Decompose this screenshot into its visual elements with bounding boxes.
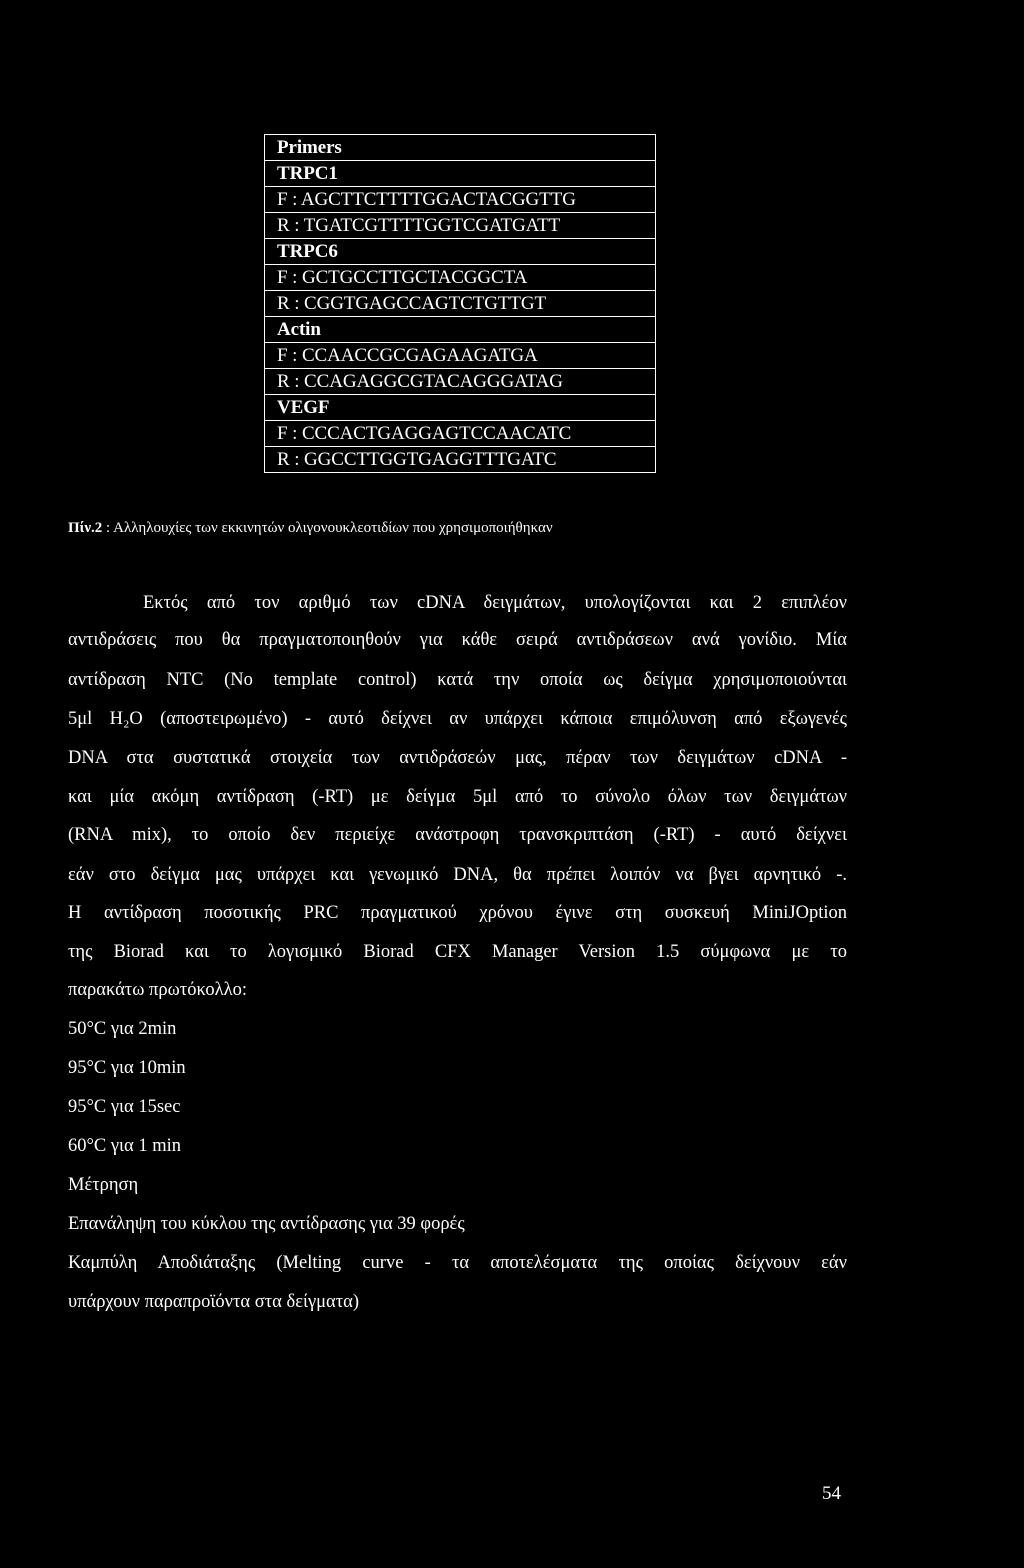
primer-sequence: R : TGATCGTTTTGGTCGATGATT <box>265 213 656 239</box>
body-line: Η αντίδραση ποσοτικής PRC πραγματικού χρόνου έγινε στη συσκευή MiniJOption <box>68 903 847 923</box>
table-caption <box>68 518 553 538</box>
primer-row <box>265 213 656 239</box>
primer-row <box>265 395 656 421</box>
primer-row <box>265 369 656 395</box>
primer-row <box>265 317 656 343</box>
protocol-step: 95°C για 15sec <box>68 1097 181 1117</box>
primer-sequence: R : GGCCTTGGTGAGGTTTGATC <box>265 447 656 473</box>
primer-sequence: R : CGGTGAGCCAGTCTGTTGT <box>265 291 656 317</box>
primer-sequence: F : CCCACTGAGGAGTCCAACATC <box>265 421 656 447</box>
protocol-step: 50°C για 2min <box>68 1019 177 1039</box>
primer-row <box>265 239 656 265</box>
body-line: Εκτός από τον αριθμό των cDNA δειγμάτων, υπολογίζονται και 2 επιπλέον <box>143 593 847 613</box>
primer-sequence: F : AGCTTCTTTTGGACTACGGTTG <box>265 187 656 213</box>
primer-row <box>265 447 656 473</box>
body-line: αντίδραση NTC (No template control) κατά την οποία ως δείγμα χρησιμοποιούνται <box>68 670 847 690</box>
primer-sequence: F : CCAACCGCGAGAAGATGA <box>265 343 656 369</box>
primer-row <box>265 343 656 369</box>
body-line: (RNA mix), το οποίο δεν περιείχε ανάστροφη τρανσκριπτάση (-RT) - αυτό δείχνει <box>68 825 847 845</box>
body-line: 5μl H₂O (αποστειρωμένο) - αυτό δείχνει αν υπάρχει κάποια επιμόλυνση από εξωγενές <box>68 709 847 729</box>
primer-sequence: R : CCAGAGGCGTACAGGGATAG <box>265 369 656 395</box>
primer-group-header: Actin <box>265 317 656 343</box>
protocol-step: 60°C για 1 min <box>68 1136 181 1156</box>
primer-sequence: F : GCTGCCTTGCTACGGCTA <box>265 265 656 291</box>
table-caption-label: Πίν.2 <box>68 520 103 536</box>
primer-row <box>265 291 656 317</box>
body-line: Καμπύλη Αποδιάταξης (Melting curve - τα αποτελέσματα της οποίας δείχνουν εάν <box>68 1253 847 1273</box>
primer-row <box>265 161 656 187</box>
body-line: της Biorad και το λογισμικό Biorad CFX Manager Version 1.5 σύμφωνα με το <box>68 942 847 962</box>
body-line: εάν στο δείγμα μας υπάρχει και γενωμικό DNA, θα πρέπει λοιπόν να βγει αρνητικό -. <box>68 865 847 885</box>
table-caption-text: : Αλληλουχίες των εκκινητών ολιγονουκλεοτιδίων που χρησιμοποιήθηκαν <box>102 520 553 536</box>
primer-group-header: Primers <box>265 135 656 161</box>
primers-table-body <box>265 135 656 473</box>
primer-row <box>265 421 656 447</box>
body-line: αντιδράσεις που θα πραγματοποιηθούν για κάθε σειρά αντιδράσεων ανά γονίδιο. Μία <box>68 630 847 650</box>
body-line: υπάρχουν παραπροϊόντα στα δείγματα) <box>68 1292 360 1312</box>
body-line: παρακάτω πρωτόκολλο: <box>68 980 247 1000</box>
page-number: 54 <box>822 1483 841 1504</box>
primer-row <box>265 135 656 161</box>
body-line: και μία ακόμη αντίδραση (-RT) με δείγμα 5μl από το σύνολο όλων των δειγμάτων <box>68 787 847 807</box>
primer-group-header: TRPC6 <box>265 239 656 265</box>
primer-row <box>265 265 656 291</box>
protocol-step: Μέτρηση <box>68 1175 139 1195</box>
primer-group-header: VEGF <box>265 395 656 421</box>
protocol-step: Επανάληψη του κύκλου της αντίδρασης για 39 φορές <box>68 1214 465 1234</box>
protocol-step: 95°C για 10min <box>68 1058 186 1078</box>
body-line: DNA στα συστατικά στοιχεία των αντιδράσεών μας, πέραν των δειγμάτων cDNA - <box>68 748 847 768</box>
primers-table <box>264 134 656 473</box>
primer-row <box>265 187 656 213</box>
primer-group-header: TRPC1 <box>265 161 656 187</box>
